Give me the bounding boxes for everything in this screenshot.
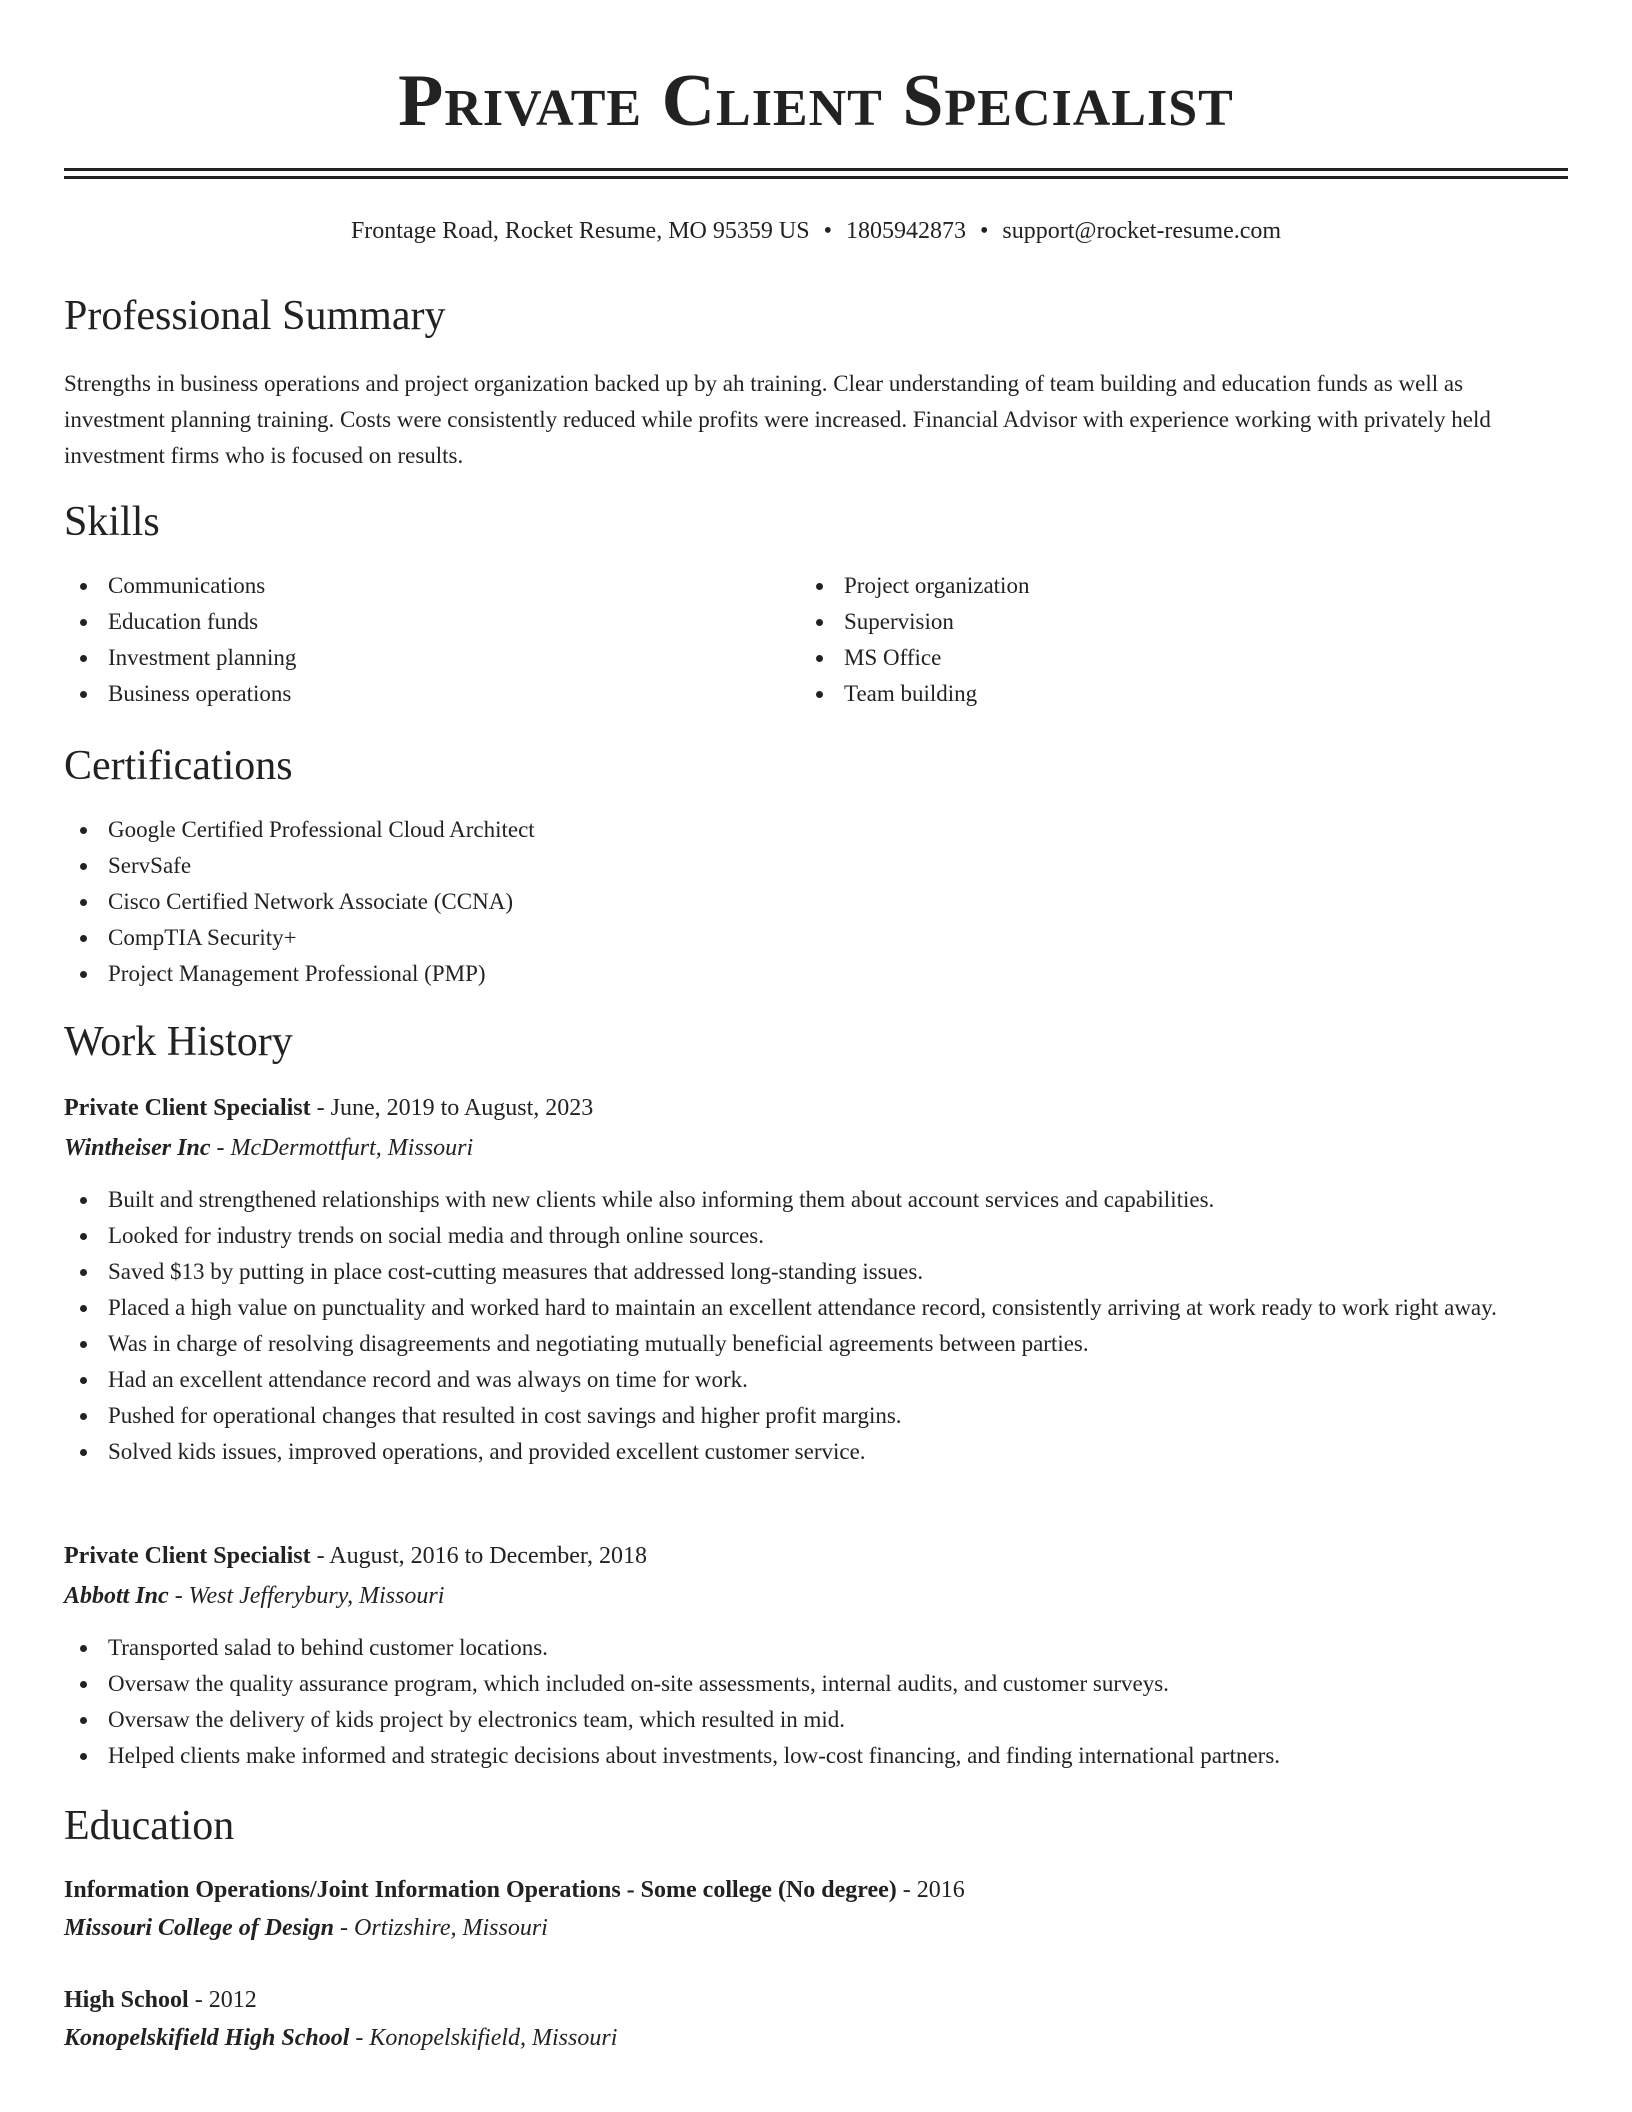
bullet-icon — [80, 583, 87, 590]
bullet-icon — [80, 899, 87, 906]
education-school-line — [64, 1910, 1568, 1946]
job-location: - West Jefferybury, Missouri — [168, 1583, 445, 1609]
bullet-icon — [816, 583, 823, 590]
job-title: Private Client Specialist — [64, 1095, 311, 1121]
job-company: Wintheiser Inc — [64, 1135, 211, 1161]
education-degree: High School — [64, 1987, 189, 2013]
skill-item: MS Office — [800, 640, 1500, 676]
education-location: - Ortizshire, Missouri — [334, 1915, 548, 1941]
job-bullet: Oversaw the quality assurance program, which included on-site assessments, internal audits, and customer surveys. — [64, 1666, 1568, 1702]
job-bullet: Solved kids issues, improved operations, and provided excellent customer service. — [64, 1434, 1568, 1470]
job-bullet: Saved $13 by putting in place cost-cutting measures that addressed long-standing issues. — [64, 1254, 1568, 1290]
education-degree-line — [64, 1982, 1568, 2018]
title-divider-bottom — [64, 176, 1568, 179]
skill-item: Supervision — [800, 604, 1500, 640]
skill-item: Business operations — [64, 676, 764, 712]
bullet-icon — [80, 1377, 87, 1384]
job-bullets — [64, 1630, 1568, 1774]
bullet-icon — [80, 1681, 87, 1688]
work-history-heading: Work History — [64, 1019, 293, 1065]
bullet-icon — [80, 1341, 87, 1348]
bullet-icon — [80, 1753, 87, 1760]
job-company-line — [64, 1578, 1568, 1614]
job-bullets — [64, 1182, 1568, 1470]
skills-list-left — [64, 568, 764, 712]
job-bullet: Had an excellent attendance record and was always on time for work. — [64, 1362, 1568, 1398]
job-bullet: Placed a high value on punctuality and worked hard to maintain an excellent attendance record, consistently arriving at work ready to work right away. — [64, 1290, 1568, 1326]
job-bullet: Transported salad to behind customer locations. — [64, 1630, 1568, 1666]
education-degree: Information Operations/Joint Information Operations - Some college (No degree) — [64, 1877, 897, 1903]
bullet-icon — [80, 1197, 87, 1204]
contact-line — [64, 214, 1568, 248]
education-school: Missouri College of Design — [64, 1915, 335, 1941]
job-company-line — [64, 1130, 1568, 1166]
job-location: - McDermottfurt, Missouri — [210, 1135, 474, 1161]
contact-separator: • — [979, 218, 989, 244]
skills-list-right — [800, 568, 1500, 712]
skill-item: Project organization — [800, 568, 1500, 604]
job-bullet: Oversaw the delivery of kids project by electronics team, which resulted in mid. — [64, 1702, 1568, 1738]
bullet-icon — [80, 827, 87, 834]
job-title-line — [64, 1090, 1568, 1126]
job-bullet: Pushed for operational changes that resulted in cost savings and higher profit margins. — [64, 1398, 1568, 1434]
certifications-list — [64, 812, 1568, 992]
education-school: Konopelskifield High School — [64, 2025, 350, 2051]
education-degree-line — [64, 1872, 1568, 1908]
job-dates: - August, 2016 to December, 2018 — [310, 1543, 647, 1569]
contact-phone: 1805942873 — [845, 218, 966, 244]
certification-item: Project Management Professional (PMP) — [64, 956, 1568, 992]
bullet-icon — [80, 1413, 87, 1420]
bullet-icon — [80, 1645, 87, 1652]
skill-item: Communications — [64, 568, 764, 604]
job-bullet: Was in charge of resolving disagreements and negotiating mutually beneficial agreements between parties. — [64, 1326, 1568, 1362]
contact-address: Frontage Road, Rocket Resume, MO 95359 US — [350, 218, 810, 244]
bullet-icon — [80, 1305, 87, 1312]
job-dates: - June, 2019 to August, 2023 — [310, 1095, 594, 1121]
certification-item: Google Certified Professional Cloud Architect — [64, 812, 1568, 848]
job-title: Private Client Specialist — [64, 1543, 311, 1569]
skills-heading: Skills — [64, 499, 160, 545]
bullet-icon — [80, 619, 87, 626]
bullet-icon — [80, 1449, 87, 1456]
education-school-line — [64, 2020, 1568, 2056]
bullet-icon — [816, 655, 823, 662]
bullet-icon — [816, 619, 823, 626]
bullet-icon — [80, 971, 87, 978]
resume-title: Private Client Specialist — [398, 60, 1234, 142]
education-year: - 2012 — [188, 1987, 257, 2013]
summary-text: Strengths in business operations and project organization backed up by ah training. Clear understanding of team building and education funds as well as investment planning training. Costs were consistently reduced while profits were increased. Financial Advisor with experience working with privately held investment firms who is focused on results. — [64, 371, 1491, 468]
bullet-icon — [80, 1269, 87, 1276]
title-divider-top — [64, 168, 1568, 171]
education-location: - Konopelskifield, Missouri — [349, 2025, 618, 2051]
education-heading: Education — [64, 1803, 235, 1849]
bullet-icon — [80, 691, 87, 698]
job-bullet: Built and strengthened relationships with new clients while also informing them about account services and capabilities. — [64, 1182, 1568, 1218]
bullet-icon — [80, 655, 87, 662]
job-company: Abbott Inc — [64, 1583, 169, 1609]
job-bullet: Helped clients make informed and strategic decisions about investments, low-cost financing, and finding international partners. — [64, 1738, 1568, 1774]
bullet-icon — [80, 935, 87, 942]
certifications-heading: Certifications — [64, 743, 293, 789]
bullet-icon — [80, 863, 87, 870]
contact-email: support@rocket-resume.com — [1002, 218, 1282, 244]
certification-item: Cisco Certified Network Associate (CCNA) — [64, 884, 1568, 920]
education-year: - 2016 — [896, 1877, 965, 1903]
skill-item: Investment planning — [64, 640, 764, 676]
job-title-line — [64, 1538, 1568, 1574]
bullet-icon — [80, 1233, 87, 1240]
job-bullet: Looked for industry trends on social media and through online sources. — [64, 1218, 1568, 1254]
bullet-icon — [816, 691, 823, 698]
summary-heading: Professional Summary — [64, 293, 446, 339]
bullet-icon — [80, 1717, 87, 1724]
certification-item: CompTIA Security+ — [64, 920, 1568, 956]
contact-separator: • — [823, 218, 832, 244]
skill-item: Team building — [800, 676, 1500, 712]
certification-item: ServSafe — [64, 848, 1568, 884]
skill-item: Education funds — [64, 604, 764, 640]
